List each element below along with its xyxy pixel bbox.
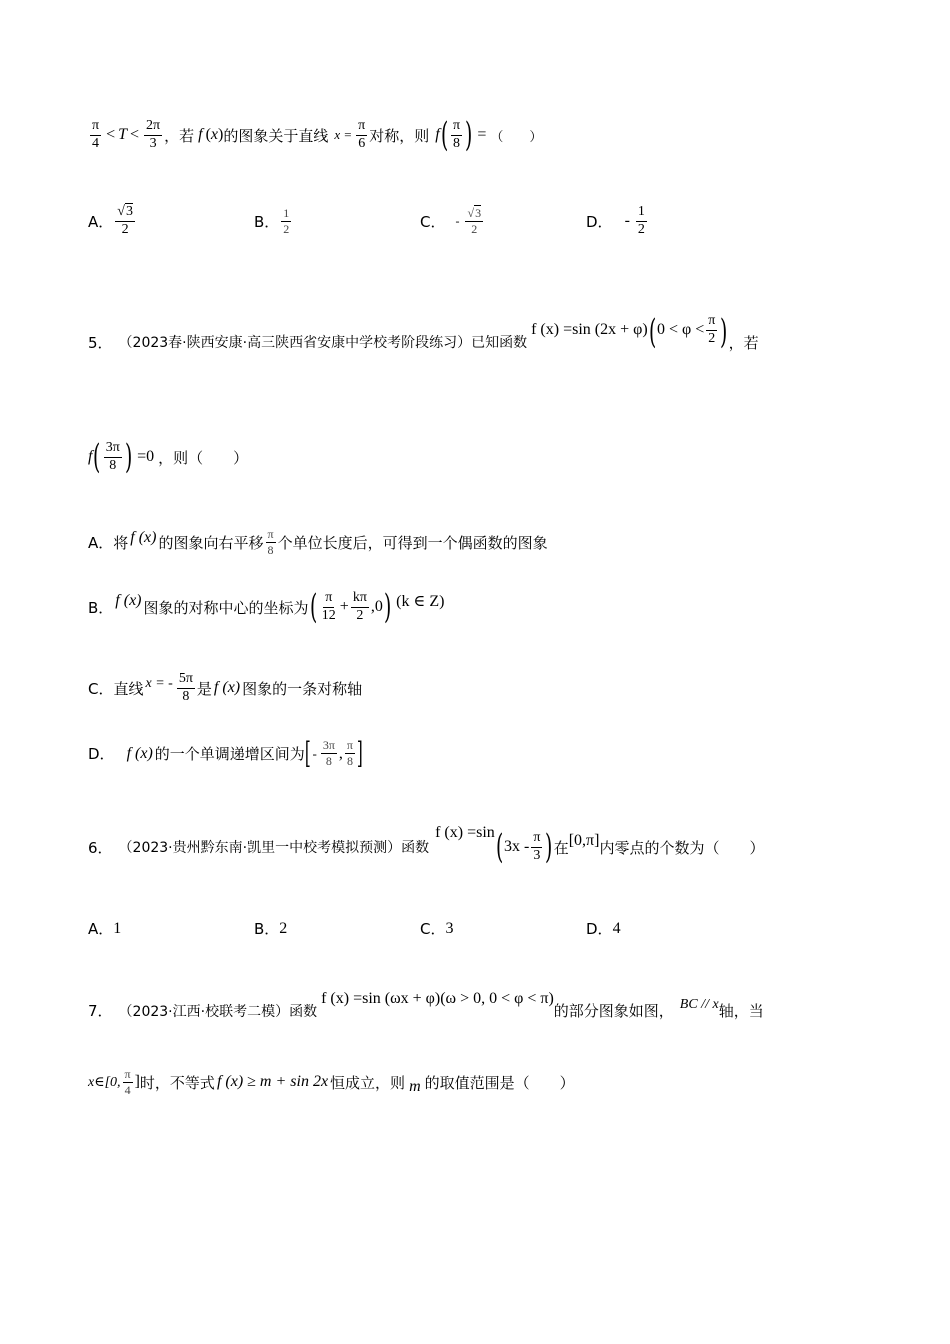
q5-stem-line1: 5． （2023春·陕西安康·高三陕西省安康中学校考阶段练习）已知函数 f (x) =sin (2x + φ) ( 0 < φ < $\frac{\pi}{2}$ ) ，若 xyxy=(88,312,759,352)
option-d-fraction: $\frac{1}{2}$ xyxy=(637,204,645,237)
fraction-pi-over-12: $\frac{\pi}{12}$ xyxy=(321,589,336,623)
question-number: 7． xyxy=(88,1002,113,1020)
fraction-pi-over-8: $\frac{\pi}{8}$ xyxy=(452,117,461,151)
fraction-pi-over-8: $\frac{\pi}{8}$ xyxy=(267,527,274,557)
question-number: 6． xyxy=(88,838,113,857)
q4-option-a[interactable]: A． $\frac{√3}{2}$ xyxy=(88,204,133,237)
q4-options xyxy=(88,205,752,237)
fraction-pi-over-2: $\frac{\pi}{2}$ xyxy=(708,312,716,346)
q5-option-c[interactable]: C． 直线 x = - $\frac{5\pi}{8}$ 是 f (x) 图象的一条对称轴 xyxy=(88,671,363,704)
q6-option-b[interactable]: B． 2 xyxy=(254,919,288,938)
q6-options xyxy=(88,918,752,939)
q5-option-b[interactable]: B． f (x) 图象的对称中心的坐标为 ( $\frac{\pi}{12}$ + $\frac{k\pi}{2}$ ,0 ) (k ∈ Z) xyxy=(88,587,445,627)
option-c-fraction: $\frac{√3}{2}$ xyxy=(467,206,482,236)
fraction-pi-over-8: $\frac{\pi}{8}$ xyxy=(346,738,353,768)
q7-stem-line2: x∈[0, $\frac{\pi}{4}$ ] 时，不等式 f (x) ≥ m + sin 2x 恒成立，则 m 的取值范围是（ ） xyxy=(88,1067,575,1097)
q4-condition-line: $\frac{\pi}{4}$ < T < $\frac{2\pi}{3}$ ，若 f ( x ) 的图象关于直线 x = $\frac{\pi}{6}$ 对称，则 f ( $\frac{\pi}{8}$ ) = （ ） xyxy=(92,115,543,155)
q6-stem: 6． （2023·贵州黔东南·凯里一中校考模拟预测）函数 f (x) =sin ( 3x - $\frac{\pi}{3}$ ) 在 [0,π] 内零点的个数为（ ） xyxy=(88,824,765,867)
fraction-pi-over-4: $\frac{\pi}{4}$ xyxy=(92,117,100,151)
option-b-fraction: $\frac{1}{2}$ xyxy=(283,206,290,236)
q6-option-c[interactable]: C． 3 xyxy=(420,919,454,938)
fraction-pi-over-6: $\frac{\pi}{6}$ xyxy=(358,117,366,151)
q5-stem-line2: f ( $\frac{3\pi}{8}$ ) =0 ，则（ ） xyxy=(88,437,249,477)
q6-option-d[interactable]: D． 4 xyxy=(586,919,621,938)
fraction-3pi-over-8: $\frac{3\pi}{8}$ xyxy=(105,439,120,473)
fraction-pi-over-3: $\frac{\pi}{3}$ xyxy=(533,829,541,863)
question-source: （2023春·陕西安康·高三陕西省安康中学校考阶段练习）已知函数 xyxy=(118,335,528,351)
question-number: 5． xyxy=(88,333,113,352)
question-source: （2023·江西·校联考二模）函数 xyxy=(118,1003,318,1020)
q5-option-a[interactable]: A． 将 f (x) 的图象向右平移 $\frac{\pi}{8}$ 个单位长度后，可得到一个偶函数的图象 xyxy=(88,527,548,557)
q4-option-d[interactable]: D． - $\frac{1}{2}$ xyxy=(586,204,645,237)
q6-option-a[interactable]: A． 1 xyxy=(88,919,122,938)
fraction-2pi-over-3: $\frac{2\pi}{3}$ xyxy=(146,117,161,151)
fraction-pi-over-4: $\frac{\pi}{4}$ xyxy=(124,1067,131,1097)
q4-option-c[interactable]: C． - $\frac{√3}{2}$ xyxy=(420,206,482,236)
q4-option-b[interactable]: B． $\frac{1}{2}$ xyxy=(254,206,290,236)
option-a-fraction: $\frac{√3}{2}$ xyxy=(117,204,133,237)
fraction-kpi-over-2: $\frac{k\pi}{2}$ xyxy=(352,589,367,623)
q5-option-d[interactable]: D． f (x) 的一个单调递增区间为 [ - $\frac{3\pi}{8}$ , $\frac{\pi}{8}$ ] xyxy=(88,736,363,771)
fraction-5pi-over-8: $\frac{5\pi}{8}$ xyxy=(178,671,193,704)
fraction-3pi-over-8: $\frac{3\pi}{8}$ xyxy=(322,738,335,768)
q7-stem-line1: 7． （2023·江西·校联考二模）函数 f (x) =sin (ωx + φ)(ω > 0, 0 < φ < π) 的部分图象如图， BC // x 轴，当 xyxy=(88,989,764,1020)
question-source: （2023·贵州黔东南·凯里一中校考模拟预测）函数 xyxy=(118,840,430,856)
